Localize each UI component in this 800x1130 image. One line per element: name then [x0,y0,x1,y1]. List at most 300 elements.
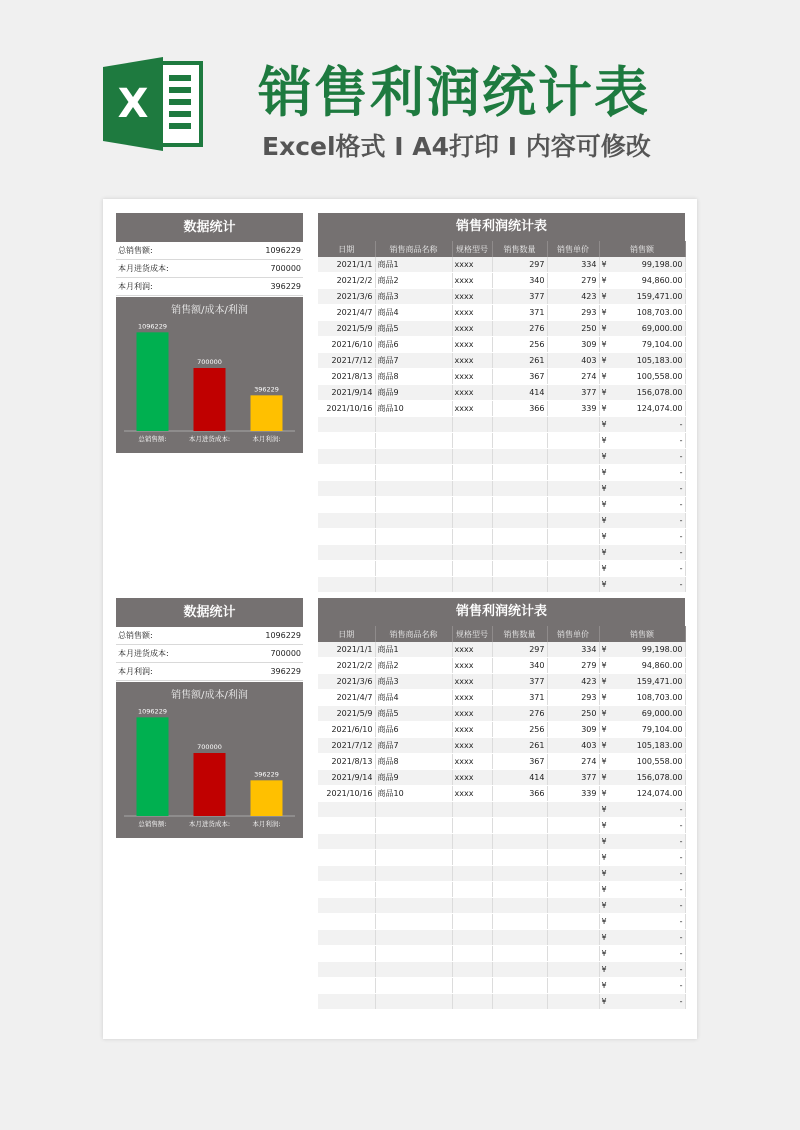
amount-value: 108,703.00 [636,693,683,702]
spec-cell: xxxx [452,722,492,738]
amount-wrapper [602,677,683,686]
empty-amount: - [679,436,683,445]
product-name-cell: 商品8 [375,369,452,385]
currency-symbol: ¥ [601,917,607,926]
amount-cell [599,930,685,946]
spreadsheet-page [103,199,697,1039]
amount-wrapper [602,548,683,557]
amount-value: 159,471.00 [636,292,683,301]
empty-cell [318,866,375,882]
empty-amount: - [679,452,683,461]
stats-row [116,645,303,663]
x-tick-label: 本月进货成本: [188,820,231,828]
empty-amount: - [679,420,683,429]
amount-cell [599,257,685,273]
spec-cell: xxxx [452,786,492,802]
empty-cell [318,802,375,818]
amount-cell [599,738,685,754]
empty-cell [375,882,452,898]
amount-wrapper [602,516,683,525]
column-header: 日期 [318,626,375,642]
empty-cell [492,882,547,898]
amount-cell [599,850,685,866]
empty-cell [452,834,492,850]
empty-table-row [318,561,685,577]
empty-cell [452,946,492,962]
table-row [318,321,685,337]
empty-amount: - [679,869,683,878]
empty-cell [492,417,547,433]
bar [137,717,169,816]
empty-cell [492,834,547,850]
empty-table-row [318,577,685,593]
currency-symbol: ¥ [601,693,607,702]
empty-cell [375,417,452,433]
unit-price-cell: 293 [547,305,599,321]
empty-amount: - [679,468,683,477]
bar [251,395,283,431]
currency-symbol: ¥ [601,709,607,718]
table-row [318,401,685,417]
empty-cell [492,802,547,818]
empty-cell [547,561,599,577]
amount-cell [599,770,685,786]
empty-table-row [318,994,685,1010]
unit-price-cell: 274 [547,369,599,385]
unit-price-cell: 334 [547,642,599,658]
sales-sheet [318,598,685,1010]
amount-cell [599,962,685,978]
currency-symbol: ¥ [601,308,607,317]
empty-cell [547,577,599,593]
currency-symbol: ¥ [601,468,607,477]
date-cell: 2021/9/14 [318,385,375,401]
column-header: 日期 [318,241,375,257]
sales-sheet [318,213,685,593]
amount-wrapper [602,292,683,301]
amount-wrapper [602,885,683,894]
amount-cell [599,754,685,770]
product-name-cell: 商品7 [375,738,452,754]
currency-symbol: ¥ [601,452,607,461]
table-row [318,754,685,770]
column-header: 规格型号 [452,626,492,642]
currency-symbol: ¥ [601,372,607,381]
empty-cell [547,497,599,513]
amount-wrapper [602,436,683,445]
amount-cell [599,401,685,417]
empty-cell [492,481,547,497]
column-header: 销售额 [599,626,685,642]
empty-table-row [318,978,685,994]
amount-wrapper [602,452,683,461]
bar-value-label: 396229 [254,385,279,394]
empty-cell [547,946,599,962]
empty-cell [318,834,375,850]
amount-wrapper [602,917,683,926]
empty-cell [547,994,599,1010]
product-name-cell: 商品2 [375,273,452,289]
unit-price-cell: 279 [547,658,599,674]
spec-cell: xxxx [452,674,492,690]
amount-value: 105,183.00 [636,356,683,365]
table-row [318,289,685,305]
spec-cell: xxxx [452,353,492,369]
amount-cell [599,882,685,898]
sales-table [318,241,686,593]
empty-cell [375,834,452,850]
empty-cell [492,561,547,577]
empty-cell [452,898,492,914]
empty-cell [492,978,547,994]
currency-symbol: ¥ [601,484,607,493]
empty-cell [452,962,492,978]
empty-cell [547,898,599,914]
amount-value: 124,074.00 [636,404,683,413]
currency-symbol: ¥ [601,324,607,333]
empty-amount: - [679,821,683,830]
sheet-title: 销售利润统计表 [318,213,685,241]
quantity-cell: 371 [492,690,547,706]
currency-symbol: ¥ [601,356,607,365]
amount-wrapper [602,933,683,942]
amount-wrapper [602,324,683,333]
currency-symbol: ¥ [601,532,607,541]
stats-value: 700000 [270,264,301,273]
unit-price-cell: 274 [547,754,599,770]
unit-price-cell: 279 [547,273,599,289]
empty-cell [375,898,452,914]
x-tick-label: 总销售额: [138,820,167,828]
amount-wrapper [602,741,683,750]
quantity-cell: 414 [492,385,547,401]
quantity-cell: 366 [492,786,547,802]
amount-wrapper [602,693,683,702]
amount-wrapper [602,965,683,974]
empty-amount: - [679,901,683,910]
date-cell: 2021/6/10 [318,337,375,353]
amount-wrapper [602,725,683,734]
date-cell: 2021/5/9 [318,321,375,337]
amount-wrapper [602,645,683,654]
unit-price-cell: 403 [547,353,599,369]
x-tick-label: 本月进货成本: [188,435,231,443]
amount-wrapper [602,869,683,878]
empty-cell [452,882,492,898]
empty-table-row [318,433,685,449]
stats-value: 1096229 [265,246,301,255]
currency-symbol: ¥ [601,741,607,750]
empty-table-row [318,545,685,561]
column-header: 销售数量 [492,241,547,257]
spec-cell: xxxx [452,305,492,321]
amount-cell [599,305,685,321]
amount-wrapper [602,468,683,477]
empty-amount: - [679,853,683,862]
empty-cell [452,978,492,994]
empty-cell [318,545,375,561]
empty-cell [547,513,599,529]
empty-table-row [318,465,685,481]
empty-cell [452,866,492,882]
spec-cell: xxxx [452,337,492,353]
product-name-cell: 商品5 [375,706,452,722]
currency-symbol: ¥ [601,837,607,846]
table-row [318,273,685,289]
empty-cell [318,930,375,946]
unit-price-cell: 309 [547,722,599,738]
empty-cell [492,850,547,866]
bar [194,753,226,816]
empty-cell [492,818,547,834]
table-row [318,337,685,353]
bar-chart-svg [116,297,303,453]
date-cell: 2021/10/16 [318,401,375,417]
amount-wrapper [602,484,683,493]
table-row [318,738,685,754]
empty-cell [318,513,375,529]
quantity-cell: 340 [492,658,547,674]
empty-cell [318,417,375,433]
amount-value: 79,104.00 [641,725,683,734]
table-row [318,305,685,321]
table-row [318,353,685,369]
product-name-cell: 商品10 [375,786,452,802]
chart-title: 销售额/成本/利润 [171,305,248,316]
empty-cell [452,465,492,481]
quantity-cell: 261 [492,353,547,369]
amount-wrapper [602,404,683,413]
currency-symbol: ¥ [601,869,607,878]
product-name-cell: 商品7 [375,353,452,369]
stats-label: 总销售额: [118,246,153,255]
empty-cell [375,513,452,529]
empty-cell [452,914,492,930]
currency-symbol: ¥ [601,949,607,958]
sales-table [318,626,686,1010]
amount-cell [599,353,685,369]
empty-cell [318,882,375,898]
empty-cell [375,465,452,481]
column-header: 销售商品名称 [375,626,452,642]
empty-cell [452,417,492,433]
empty-cell [318,497,375,513]
stats-row [116,242,303,260]
empty-cell [547,914,599,930]
date-cell: 2021/4/7 [318,305,375,321]
amount-cell [599,369,685,385]
empty-amount: - [679,917,683,926]
product-name-cell: 商品1 [375,642,452,658]
amount-cell [599,690,685,706]
table-row [318,770,685,786]
quantity-cell: 261 [492,738,547,754]
product-name-cell: 商品10 [375,401,452,417]
empty-cell [375,433,452,449]
amount-value: 69,000.00 [641,709,683,718]
empty-amount: - [679,965,683,974]
empty-cell [318,577,375,593]
empty-cell [318,978,375,994]
bar-chart-svg [116,682,303,838]
currency-symbol: ¥ [601,805,607,814]
spec-cell: xxxx [452,770,492,786]
empty-cell [375,978,452,994]
empty-cell [375,481,452,497]
empty-table-row [318,818,685,834]
x-tick-label: 本月利润: [252,435,281,443]
spec-cell: xxxx [452,289,492,305]
quantity-cell: 366 [492,401,547,417]
empty-cell [452,433,492,449]
amount-wrapper [602,260,683,269]
empty-cell [318,946,375,962]
table-row [318,257,685,273]
empty-amount: - [679,532,683,541]
empty-cell [375,930,452,946]
amount-wrapper [602,420,683,429]
empty-cell [492,449,547,465]
stats-label: 本月利润: [118,282,153,291]
empty-cell [375,497,452,513]
empty-cell [547,529,599,545]
currency-symbol: ¥ [601,965,607,974]
amount-value: 124,074.00 [636,789,683,798]
bar [194,368,226,431]
amount-cell [599,385,685,401]
bar-value-label: 396229 [254,770,279,779]
amount-cell [599,722,685,738]
empty-amount: - [679,997,683,1006]
empty-cell [492,946,547,962]
amount-wrapper [602,805,683,814]
amount-cell [599,417,685,433]
amount-wrapper [602,949,683,958]
unit-price-cell: 377 [547,770,599,786]
currency-symbol: ¥ [601,789,607,798]
stats-value: 396229 [270,667,301,676]
empty-table-row [318,529,685,545]
currency-symbol: ¥ [601,981,607,990]
amount-value: 100,558.00 [636,372,683,381]
product-name-cell: 商品8 [375,754,452,770]
empty-table-row [318,882,685,898]
quantity-cell: 297 [492,257,547,273]
empty-cell [492,465,547,481]
currency-symbol: ¥ [601,580,607,589]
empty-table-row [318,417,685,433]
empty-cell [492,433,547,449]
bar [137,332,169,431]
amount-cell [599,321,685,337]
report-block [103,213,697,608]
quantity-cell: 340 [492,273,547,289]
currency-symbol: ¥ [601,340,607,349]
quantity-cell: 276 [492,321,547,337]
amount-cell [599,642,685,658]
quantity-cell: 256 [492,722,547,738]
amount-value: 108,703.00 [636,308,683,317]
empty-cell [492,497,547,513]
empty-cell [452,818,492,834]
empty-cell [547,962,599,978]
amount-cell [599,802,685,818]
spec-cell: xxxx [452,706,492,722]
quantity-cell: 367 [492,754,547,770]
empty-cell [375,818,452,834]
empty-cell [452,497,492,513]
empty-cell [492,577,547,593]
empty-cell [492,930,547,946]
empty-table-row [318,850,685,866]
table-row [318,674,685,690]
empty-cell [547,481,599,497]
product-name-cell: 商品1 [375,257,452,273]
empty-cell [547,465,599,481]
empty-table-row [318,898,685,914]
currency-symbol: ¥ [601,757,607,766]
amount-value: 99,198.00 [641,260,683,269]
date-cell: 2021/10/16 [318,786,375,802]
product-name-cell: 商品9 [375,770,452,786]
product-name-cell: 商品5 [375,321,452,337]
empty-cell [547,545,599,561]
spec-cell: xxxx [452,690,492,706]
empty-cell [492,962,547,978]
amount-cell [599,978,685,994]
empty-cell [452,802,492,818]
stats-value: 700000 [270,649,301,658]
spec-cell: xxxx [452,658,492,674]
amount-cell [599,529,685,545]
amount-cell [599,898,685,914]
column-header: 销售单价 [547,241,599,257]
stats-row [116,663,303,681]
empty-table-row [318,513,685,529]
empty-cell [547,850,599,866]
quantity-cell: 377 [492,289,547,305]
amount-cell [599,433,685,449]
amount-wrapper [602,853,683,862]
amount-cell [599,866,685,882]
table-row [318,658,685,674]
spec-cell: xxxx [452,738,492,754]
empty-cell [452,545,492,561]
empty-cell [318,914,375,930]
amount-wrapper [602,837,683,846]
empty-cell [492,866,547,882]
unit-price-cell: 423 [547,674,599,690]
currency-symbol: ¥ [601,516,607,525]
amount-wrapper [602,773,683,782]
quantity-cell: 297 [492,642,547,658]
date-cell: 2021/7/12 [318,353,375,369]
product-name-cell: 商品9 [375,385,452,401]
amount-value: 79,104.00 [641,340,683,349]
amount-wrapper [602,981,683,990]
bar [251,780,283,816]
excel-logo-letter: X [117,81,149,127]
currency-symbol: ¥ [601,260,607,269]
amount-wrapper [602,580,683,589]
table-header-row [318,241,685,257]
amount-value: 156,078.00 [636,773,683,782]
unit-price-cell: 339 [547,401,599,417]
currency-symbol: ¥ [601,420,607,429]
empty-amount: - [679,516,683,525]
empty-cell [547,417,599,433]
amount-wrapper [602,356,683,365]
